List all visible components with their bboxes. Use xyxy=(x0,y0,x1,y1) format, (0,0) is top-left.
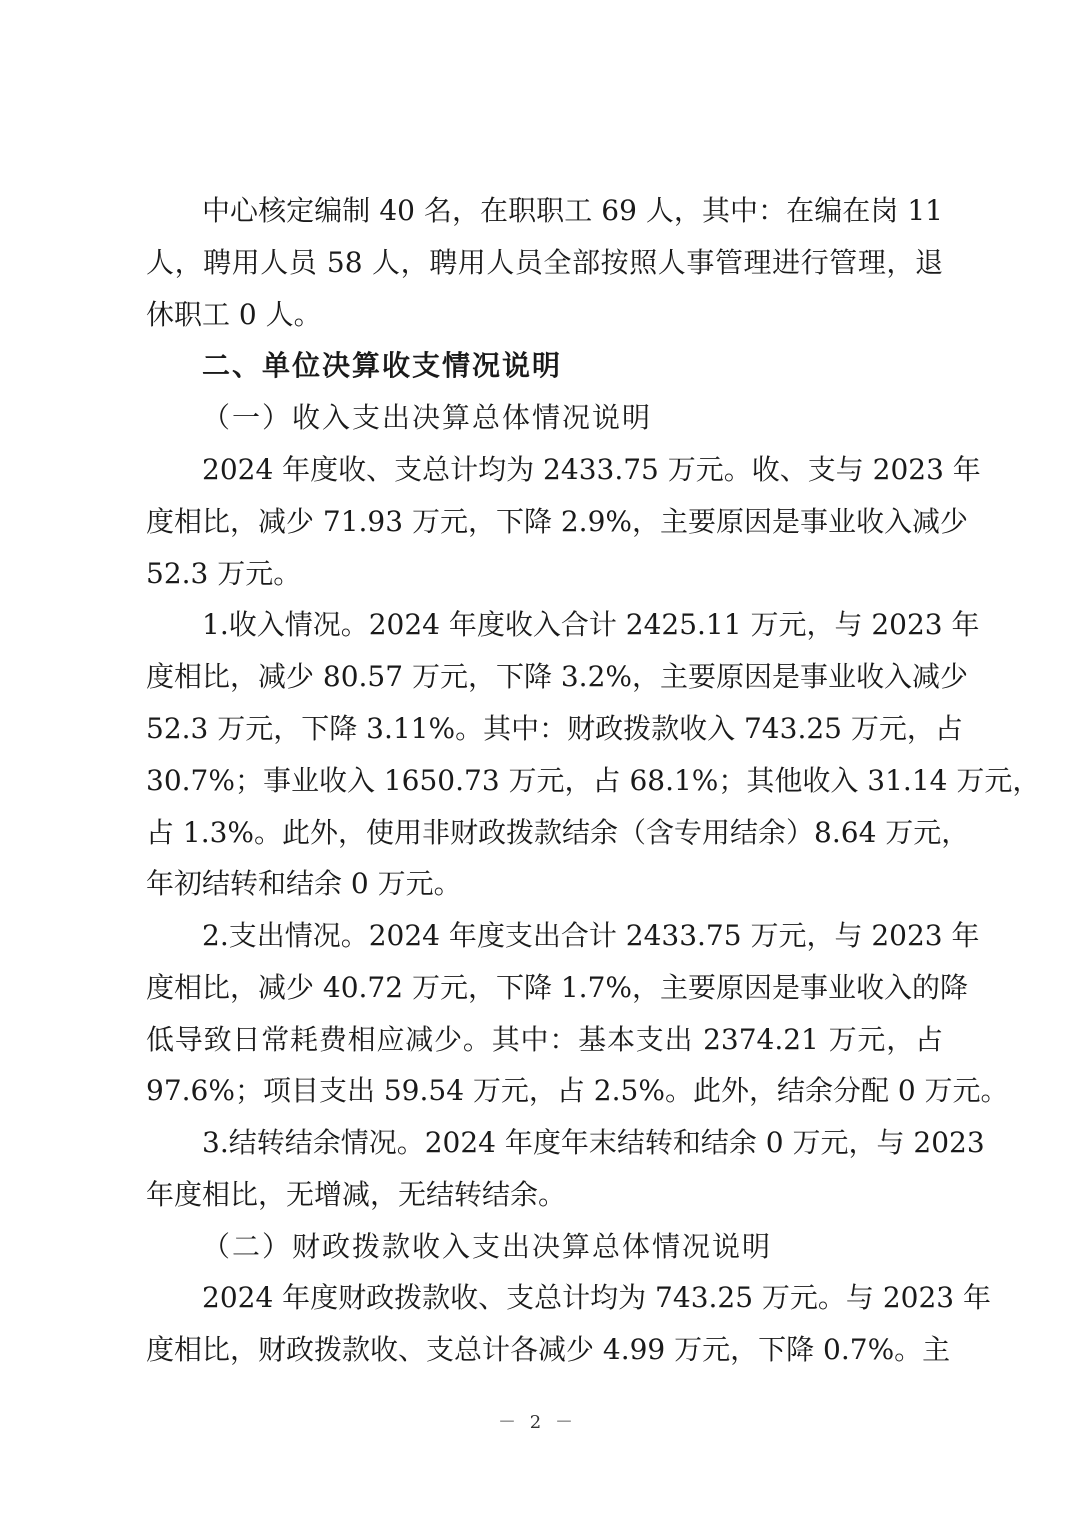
text-line: 1.收入情况。2024 年度收入合计 2425.11 万元，与 2023 年 xyxy=(202,608,980,641)
text-line: 人，聘用人员 58 人，聘用人员全部按照人事管理进行管理，退 xyxy=(146,246,943,279)
text-line: 2024 年度收、支总计均为 2433.75 万元。收、支与 2023 年 xyxy=(202,453,981,486)
text-line: 度相比，减少 71.93 万元，下降 2.9%，主要原因是事业收入减少 xyxy=(146,505,968,538)
text-line: 中心核定编制 40 名，在职职工 69 人，其中：在编在岗 11 xyxy=(202,194,943,227)
text-line: 52.3 万元，下降 3.11%。其中：财政拨款收入 743.25 万元，占 xyxy=(146,712,963,745)
text-line: 度相比，财政拨款收、支总计各减少 4.99 万元，下降 0.7%。主 xyxy=(146,1333,951,1366)
text-line: 52.3 万元。 xyxy=(146,557,302,590)
page-number: － 2 － xyxy=(498,1412,577,1433)
text-line: 2.支出情况。2024 年度支出合计 2433.75 万元，与 2023 年 xyxy=(202,919,980,952)
text-line: 年度相比，无增减，无结转结余。 xyxy=(146,1178,567,1211)
text-line: 占 1.3%。此外，使用非财政拨款结余（含专用结余）8.64 万元， xyxy=(146,816,970,849)
text-line: 3.结转结余情况。2024 年度年末结转和结余 0 万元，与 2023 xyxy=(202,1126,985,1159)
subsection-heading: （二）财政拨款收入支出决算总体情况说明 xyxy=(202,1230,773,1263)
text-line: 低导致日常耗费相应减少。其中：基本支出 2374.21 万元，占 xyxy=(146,1023,943,1056)
text-line: 年初结转和结余 0 万元。 xyxy=(146,867,462,900)
subsection-heading: （一）收入支出决算总体情况说明 xyxy=(202,401,653,434)
text-line: 30.7%；事业收入 1650.73 万元，占 68.1%；其他收入 31.14 万元， xyxy=(146,764,1041,797)
text-line: 休职工 0 人。 xyxy=(146,298,322,331)
text-line: 度相比，减少 40.72 万元，下降 1.7%，主要原因是事业收入的降 xyxy=(146,971,968,1004)
text-line: 2024 年度财政拨款收、支总计均为 743.25 万元。与 2023 年 xyxy=(202,1281,991,1314)
text-line: 97.6%；项目支出 59.54 万元，占 2.5%。此外，结余分配 0 万元。 xyxy=(146,1074,1009,1107)
section-heading: 二、单位决算收支情况说明 xyxy=(202,349,563,382)
text-line: 度相比，减少 80.57 万元，下降 3.2%，主要原因是事业收入减少 xyxy=(146,660,968,693)
